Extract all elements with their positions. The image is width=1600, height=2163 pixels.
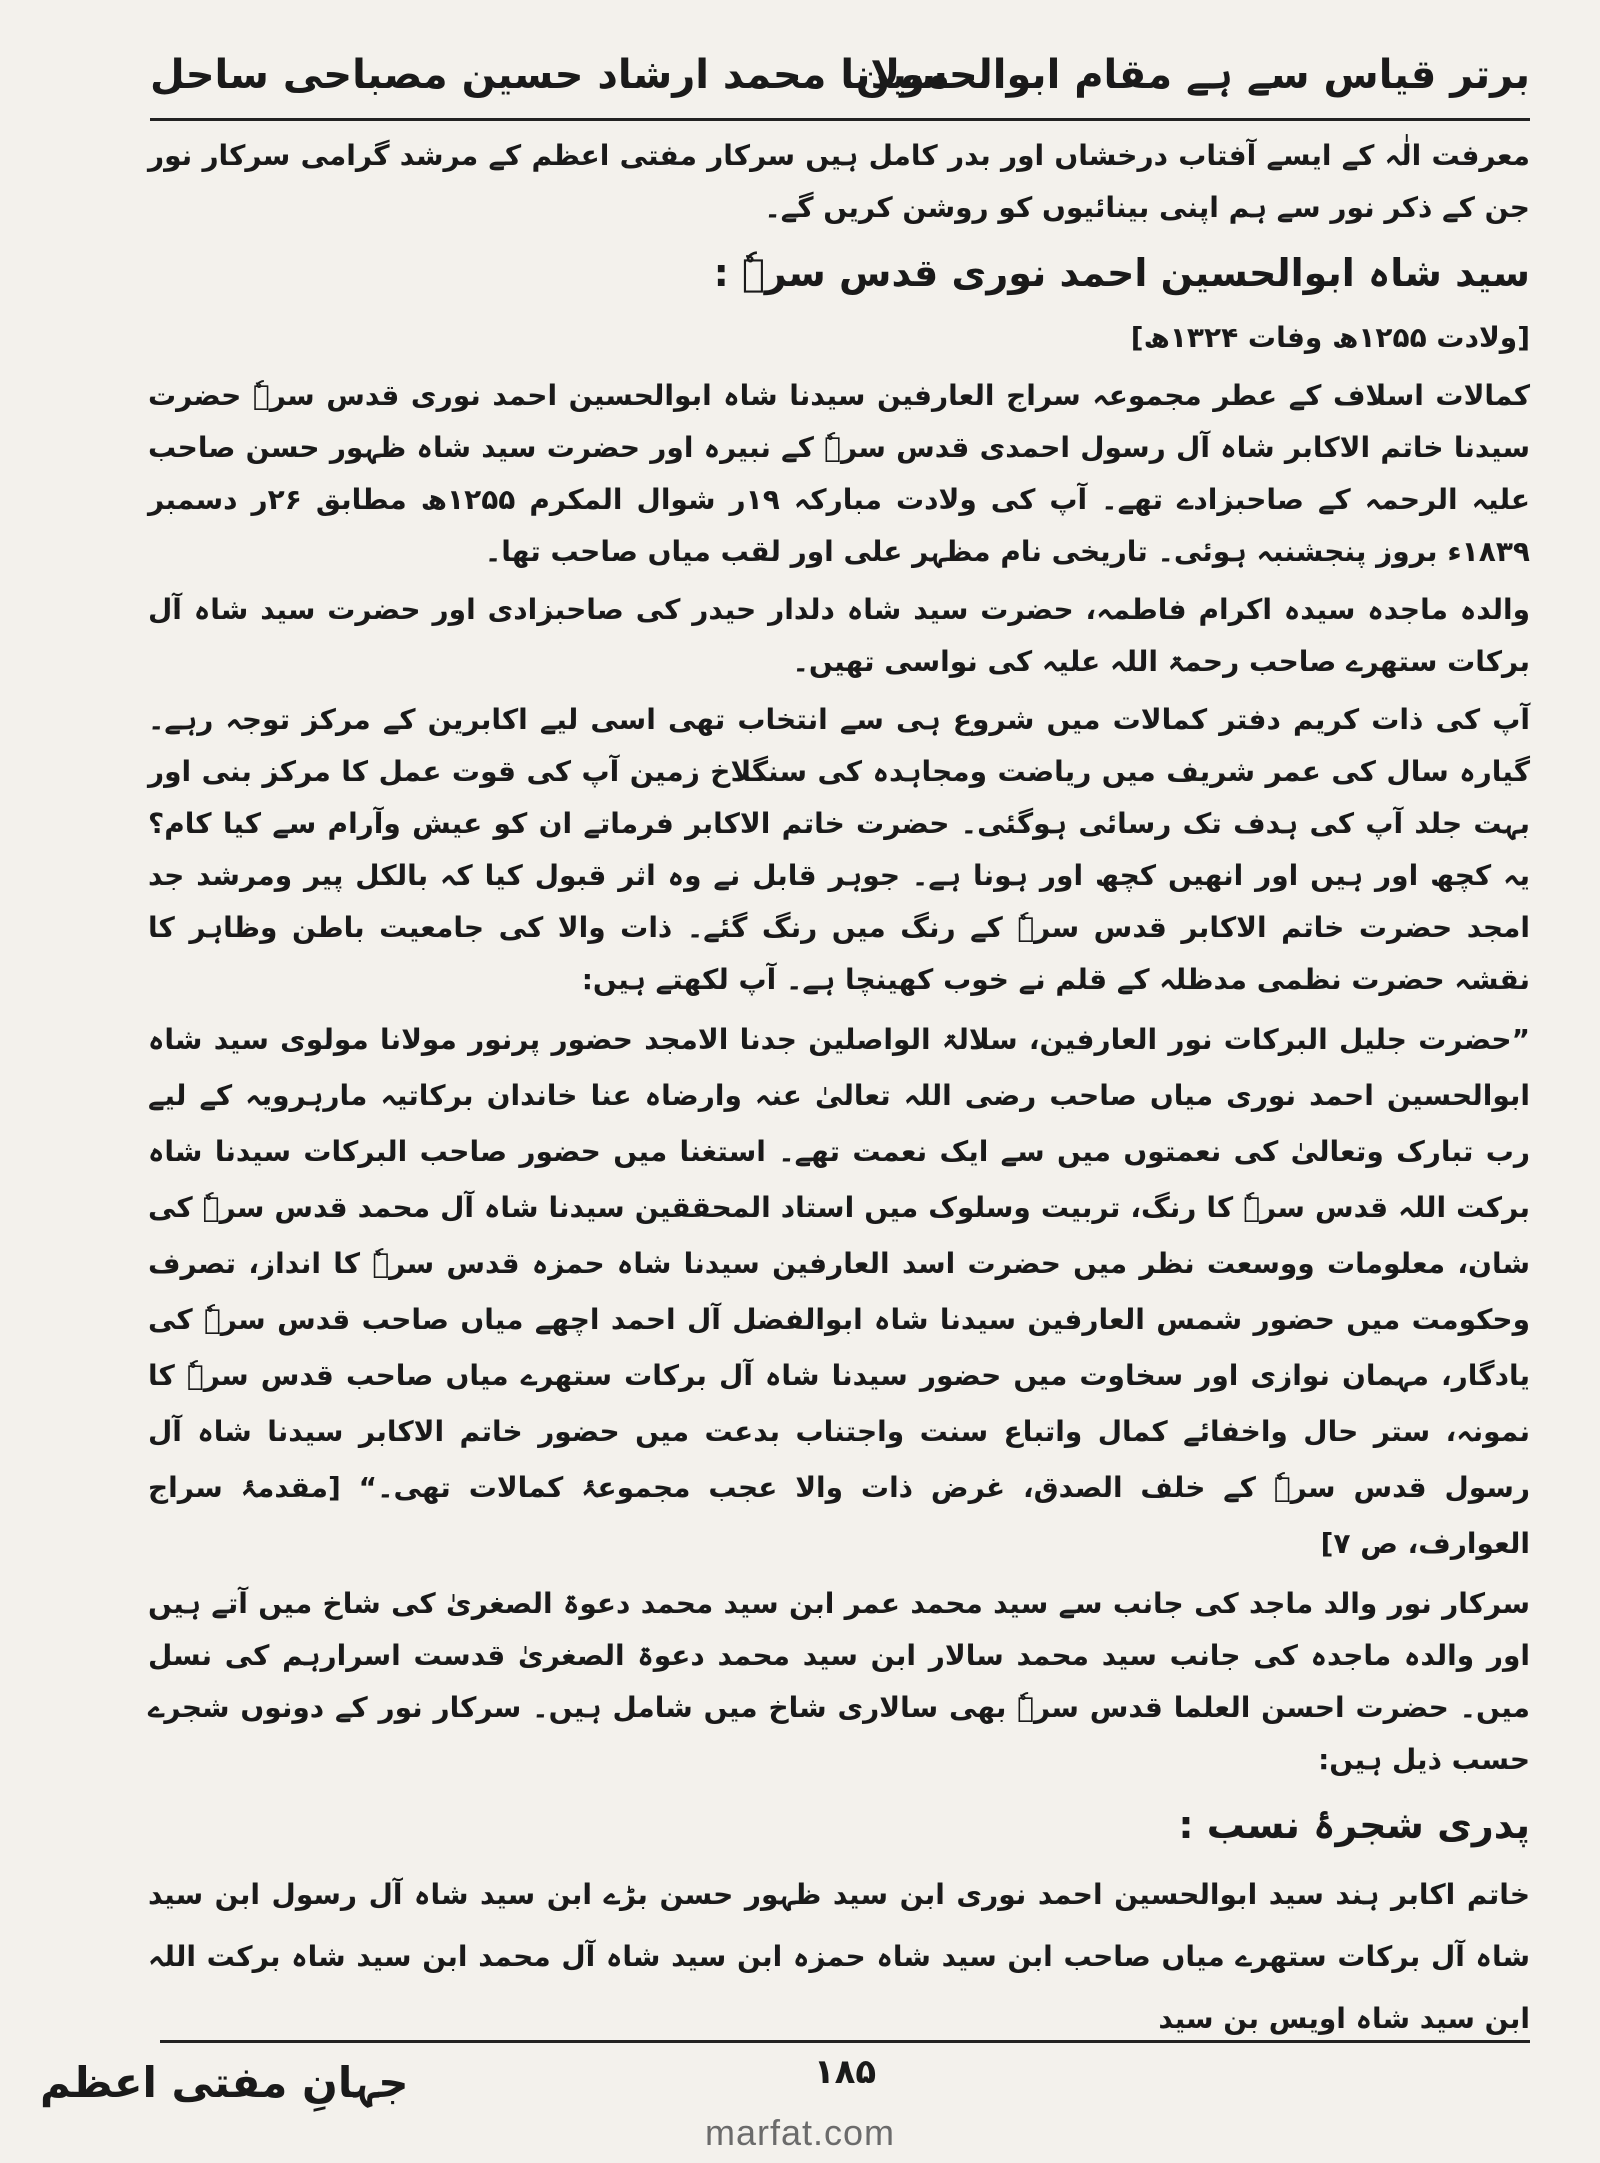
- paragraph-1: کمالات اسلاف کے عطر مجموعہ سراج العارفین سیدنا شاہ ابوالحسین احمد نوری قدس سرہٗ حضرت سیدنا خاتم الاکابر شاہ آل رسول احمدی قدس سرہٗ کے نبیرہ اور حضرت سید شاہ ظہور حسن صاحب علیہ الرحمہ کے صاحبزادے تھے۔ آپ کی ولادت مبارکہ ۱۹ر شوال المکرم ۱۲۵۵ھ مطابق ۲۶ر دسمبر ۱۸۳۹ء بروز پنجشنبہ ہوئی۔ تاریخی نام مظہر علی اور لقب میاں صاحب تھا۔: [148, 379, 1531, 568]
- book-title: جہانِ مفتی اعظم: [40, 2058, 409, 2107]
- birth-death-dates: [ولادت ۱۲۵۵ھ وفات ۱۳۲۴ھ]: [1130, 321, 1530, 354]
- section-heading: سید شاہ ابوالحسین احمد نوری قدس سرہٗ :: [713, 251, 1530, 295]
- footer-rule: [160, 2040, 1530, 2043]
- page-number: ۱۸۵: [813, 2052, 877, 2092]
- lineage-text: خاتم اکابر ہند سید ابوالحسین احمد نوری ابن سید ظہور حسن بڑے ابن سید شاہ آل رسول ابن سید شاہ آل برکات ستھرے میاں صاحب ابن سید شاہ حمزہ ابن سید شاہ آل محمد ابن سید شاہ برکت اللہ ابن سید شاہ اویس بن سید: [148, 1878, 1530, 2035]
- block-quote: ”حضرت جلیل البرکات نور العارفین، سلالۃ الواصلین جدنا الامجد حضور پرنور مولانا مولوی سید شاہ ابوالحسین احمد نوری میاں صاحب رضی اللہ تعالیٰ عنہ وارضاہ عنا خاندان برکاتیہ مارہرویہ کے لیے رب تبارک وتعالیٰ کی نعمتوں میں سے ایک نعمت تھے۔ استغنا میں حضور صاحب البرکات سیدنا شاہ برکت اللہ قدس سرہٗ کا رنگ، تربیت وسلوک میں استاد المحققین سیدنا شاہ آل محمد قدس سرہٗ کی شان، معلومات ووسعت نظر میں حضرت اسد العارفین سیدنا شاہ حمزہ قدس سرہٗ کا انداز، تصرف وحکومت میں حضور شمس العارفین سیدنا شاہ ابوالفضل آل احمد اچھے میاں صاحب قدس سرہٗ کی یادگار، مہمان نوازی اور سخاوت میں حضور سیدنا شاہ آل برکات ستھرے میاں صاحب قدس سرہٗ کا نمونہ، ستر حال واخفائے کمال واتباع سنت واجتناب بدعت میں حضور خاتم الاکابر سیدنا شاہ آل رسول قدس سرہٗ کے خلف الصدق، غرض ذات والا عجب مجموعۂ کمالات تھی۔“ [مقدمۂ سراج العوارف، ص ۷]: [148, 1023, 1530, 1560]
- paragraph-3: آپ کی ذات کریم دفتر کمالات میں شروع ہی سے انتخاب تھی اسی لیے اکابرین کے مرکز توجہ رہے۔ گیارہ سال کی عمر شریف میں ریاضت ومجاہدہ کی سنگلاخ زمین آپ کی قوت عمل کا مرکز بنی اور بہت جلد آپ کی ہدف تک رسائی ہوگئی۔ حضرت خاتم الاکابر فرماتے ان کو عیش وآرام سے کیا کام؟ یہ کچھ اور ہیں اور انھیں کچھ اور ہونا ہے۔ جوہر قابل نے وہ اثر قبول کیا کہ بالکل پیر ومرشد جد امجد حضرت خاتم الاکابر قدس سرہٗ کے رنگ میں رنگ گئے۔ ذات والا کی جامعیت باطن وظاہر کا نقشہ حضرت نظمی مدظلہ کے قلم نے خوب کھینچا ہے۔ آپ لکھتے ہیں:: [148, 703, 1530, 996]
- lineage-heading: پدری شجرۂ نسب :: [1178, 1803, 1530, 1847]
- intro-paragraph: معرفت الٰہ کے ایسے آفتاب درخشاں اور بدر کامل ہیں سرکار مفتی اعظم کے مرشد گرامی سرکار نور جن کے ذکر نور سے ہم اپنی بینائیوں کو روشن کریں گے۔: [148, 139, 1530, 224]
- author-name: مولانا محمد ارشاد حسین مصباحی ساحل: [150, 52, 950, 98]
- header-rule: [150, 118, 1530, 121]
- paragraph-4: سرکار نور والد ماجد کی جانب سے سید محمد عمر ابن سید محمد دعوۃ الصغریٰ کی شاخ میں آتے ہیں اور والدہ ماجدہ کی جانب سید محمد سالار ابن سید محمد دعوۃ الصغریٰ قدست اسرارہم کی نسل میں۔ حضرت احسن العلما قدس سرہٗ بھی سالاری شاخ میں شامل ہیں۔ سرکار نور کے دونوں شجرے حسب ذیل ہیں:: [148, 1587, 1530, 1776]
- page-body: [148, 130, 1530, 2056]
- running-title: برتر قیاس سے ہے مقام ابوالحسین: [855, 52, 1530, 98]
- page-header: [150, 40, 1530, 130]
- paragraph-2: والدہ ماجدہ سیدہ اکرام فاطمہ، حضرت سید شاہ دلدار حیدر کی صاحبزادی اور حضرت سید شاہ آل برکات ستھرے صاحب رحمۃ اللہ علیہ کی نواسی تھیں۔: [148, 593, 1530, 678]
- watermark: marfat.com: [704, 2112, 896, 2153]
